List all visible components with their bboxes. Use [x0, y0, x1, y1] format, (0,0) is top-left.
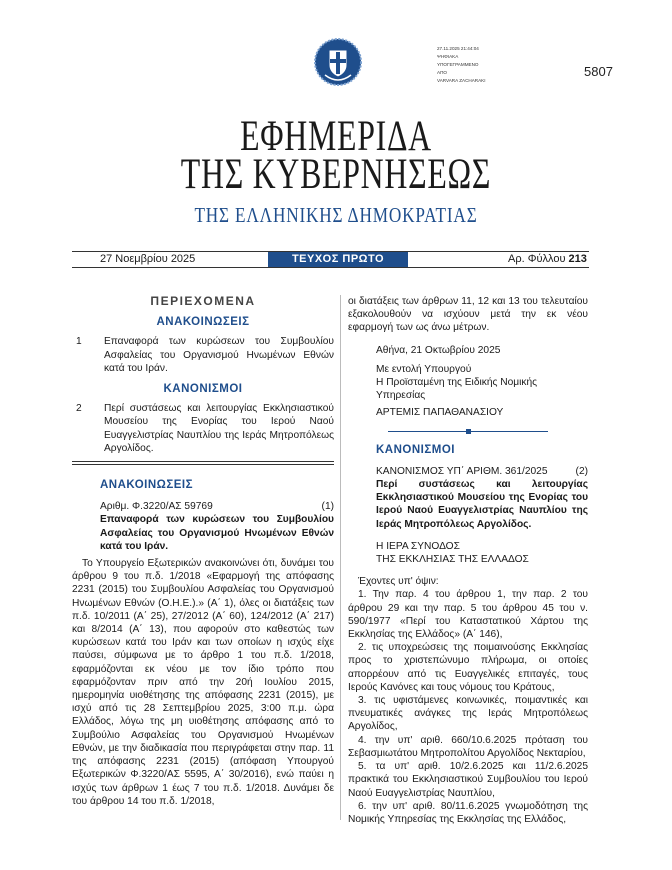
- toc-entry-number: 1: [76, 336, 82, 348]
- reference-index: (1): [321, 501, 334, 513]
- synod-line: Η ΙΕΡΑ ΣΥΝΟΔΟΣ: [376, 540, 460, 552]
- reference-number: Αριθμ. Φ.3220/ΑΣ 59769: [100, 501, 213, 513]
- section-heading: ΚΑΝΟΝΙΣΜΟΙ: [376, 443, 455, 456]
- gazette-subtitle: ΤΗΣ ΕΛΛΗΝΙΚΗΣ ΔΗΜΟΚΡΑΤΙΑΣ: [194, 203, 478, 227]
- toc-entry[interactable]: [72, 335, 334, 375]
- considering-item: 4. την υπ' αριθ. 660/10.6.2025 πρόταση του Σεβασμιωτάτου Μητροπολίτου Αργολίδος Νεκταρίου,: [348, 734, 588, 759]
- signature-line: VARVARA ZACHARAKI: [437, 78, 486, 83]
- signature-line: ΑΠΟ: [437, 70, 447, 75]
- toc-entry[interactable]: [72, 402, 334, 455]
- considering-item: 6. την υπ' αριθ. 80/11.6.2025 γνωμοδότηση της Νομικής Υπηρεσίας της Εκκλησίας της Ελλάδος,: [348, 800, 588, 825]
- announcement-reference: [72, 500, 334, 513]
- toc-heading: ΠΕΡΙΕΧΟΜΕΝΑ: [150, 294, 256, 308]
- signatory-name: ΑΡΤΕΜΙΣ ΠΑΠΑΘΑΝΑΣΙΟΥ: [376, 407, 504, 419]
- issue-series-badge: ΤΕΥΧΟΣ ΠΡΩΤΟ: [268, 252, 408, 267]
- right-column: [348, 295, 588, 826]
- section-heading: ΑΝΑΚΟΙΝΩΣΕΙΣ: [100, 479, 194, 492]
- sheet-number: [508, 253, 587, 265]
- coat-of-arms-emblem: [313, 37, 363, 87]
- sheet-value: 213: [568, 253, 587, 265]
- reference-number: ΚΑΝΟΝΙΣΜΟΣ ΥΠ΄ ΑΡΙΘΜ. 361/2025: [376, 465, 548, 477]
- toc-entry-text: Περί συστάσεως και λειτουργίας Εκκλησιαστικού Μουσείου της Ενορίας του Ιερού Ναού Ευαγγελιστρίας Ναυπλίου της Ιεράς Μητροπόλεως Αργολίδος.: [104, 403, 334, 454]
- sheet-label: Αρ. Φύλλου: [508, 253, 566, 265]
- toc-entry-number: 2: [76, 403, 82, 415]
- issue-bar-bottom-rule: [72, 267, 589, 268]
- announcement-subject: Επαναφορά των κυρώσεων του Συμβουλίου Ασφαλείας του Οργανισμού Ηνωμένων Εθνών κατά του Ιράν.: [100, 514, 334, 552]
- signature-line: ΥΠΟΓΕΓΡΑΜΜΕΝΟ: [437, 62, 479, 67]
- left-column: [72, 295, 334, 808]
- toc-entry-text: Επαναφορά των κυρώσεων του Συμβουλίου Ασφαλείας του Οργανισμού Ηνωμένων Εθνών κατά του Ιράν.: [104, 336, 334, 374]
- page-number: 5807: [584, 64, 613, 79]
- announcement-continuation: οι διατάξεις των άρθρων 11, 12 και 13 του τελευταίου εξακολουθούν να ισχύουν μετά την εκ νέου εφαρμογή των ως άνω μέτρων.: [348, 296, 588, 334]
- signature-line: 27.11.2025 21:44:04: [437, 46, 479, 51]
- considering-item: 3. τις υφιστάμενες κοινωνικές, ποιμαντικές και πνευματικές ανάγκες της Ιεράς Μητροπόλεως Αργολίδος,: [348, 695, 588, 733]
- considering-label: Έχοντες υπ' όψιν:: [358, 576, 439, 588]
- considering-item: 5. τα υπ' αριθ. 10/2.6.2025 και 11/2.6.2025 πρακτικά του Εκκλησιαστικού Συμβουλίου του Ιερού Ναού Ευαγγελιστρίας Ναυπλίου,: [348, 761, 588, 799]
- considering-item: 2. τις υποχρεώσεις της ποιμαινούσης Εκκλησίας προς το χριστεπώνυμο πλήρωμα, οι οποίες απορρέουν από τις Ευαγγελικές επιταγές, τους Ιερούς Κανόνες και τους νόμους του Κράτους,: [348, 642, 588, 693]
- place-date: Αθήνα, 21 Οκτωβρίου 2025: [376, 344, 501, 356]
- signature-line: ΨΗΦΙΑΚΑ: [437, 54, 459, 59]
- announcement-body: Το Υπουργείο Εξωτερικών ανακοινώνει ότι, δυνάμει του άρθρου 9 του π.δ. 1/2018 «Εφαρμογή της απόφασης 2231 (2015) του Συμβουλίου Ασφαλείας του Οργανισμού Ηνωμένων Εθνών (Ο.Η.Ε.).» (Α΄ 1), όλες οι διατάξεις των π.δ. 10/2011 (Α΄ 25), 27/2012 (Α΄ 60), 124/2012 (Α΄ 217) και 8/2014 (Α΄ 13), που αφορούν στο καθεστώς των κυρώσεων κατά του Ιράν και των οποίων η ισχύς είχε παύσει, σύμφωνα με το άρθρο 1 του π.δ. 1/2018, εφαρμόζονται εκ νέου με τον ίδιο τρόπο που εφαρμόζονταν πριν από την 20ή Ιουλίου 2015, ημερομηνία υιοθέτησης της απόφασης 2231 (2015), με ισχύ από τις 28 Σεπτεμβρίου 2025, 3:00 π.μ. ώρα Ελλάδος, λόγω της μη υιοθέτησης απόφασης από το Συμβούλιο Ασφαλείας του Οργανισμού Ηνωμένων Εθνών, με την διαδικασία που περιγράφεται στην παρ. 11 της απόφασης 2231 (2015) (απόφαση Υπουργού Εξωτερικών Φ.3220/ΑΣ 5595, Α΄ 30/2016), ενώ παύει η ισχύς των άρθρων 1 έως 7 του π.δ. 1/2018. Δυνάμει δε του άρθρου 14 του π.δ. 1/2018,: [72, 558, 334, 807]
- order-line: Με εντολή Υπουργού: [376, 363, 472, 375]
- order-line: Η Προϊσταμένη της Ειδικής Νομικής Υπηρεσίας: [376, 377, 538, 402]
- digital-signature-stamp: [437, 45, 486, 85]
- gazette-title-line1: ΕΦΗΜΕΡΙΔΑ: [240, 113, 432, 160]
- regulation-reference: [348, 465, 588, 478]
- considering-item: 1. Την παρ. 4 του άρθρου 1, την παρ. 2 του άρθρου 29 και την παρ. 5 του άρθρου 45 του ν. 590/1977 «Περί του Καταστατικού Χάρτου της Εκκλησίας της Ελλάδος» (Α΄ 146),: [348, 589, 588, 641]
- reference-index: (2): [575, 465, 588, 477]
- section-separator: [348, 427, 588, 437]
- toc-section-heading: ΚΑΝΟΝΙΣΜΟΙ: [163, 383, 243, 396]
- gazette-title-line2: ΤΗΣ ΚΥΒΕΡΝΗΣΕΩΣ: [180, 151, 492, 198]
- issue-date: 27 Νοεμβρίου 2025: [100, 253, 196, 265]
- column-divider: [340, 295, 341, 820]
- regulation-subject: Περί συστάσεως και λειτουργίας Εκκλησιαστικού Μουσείου της Ενορίας του Ιερού Ναού Ευαγγελιστρίας Ναυπλίου της Ιεράς Μητροπόλεως Αργολίδος.: [376, 479, 588, 530]
- toc-section-heading: ΑΝΑΚΟΙΝΩΣΕΙΣ: [156, 316, 250, 329]
- synod-line: ΤΗΣ ΕΚΚΛΗΣΙΑΣ ΤΗΣ ΕΛΛΑΔΟΣ: [376, 554, 529, 566]
